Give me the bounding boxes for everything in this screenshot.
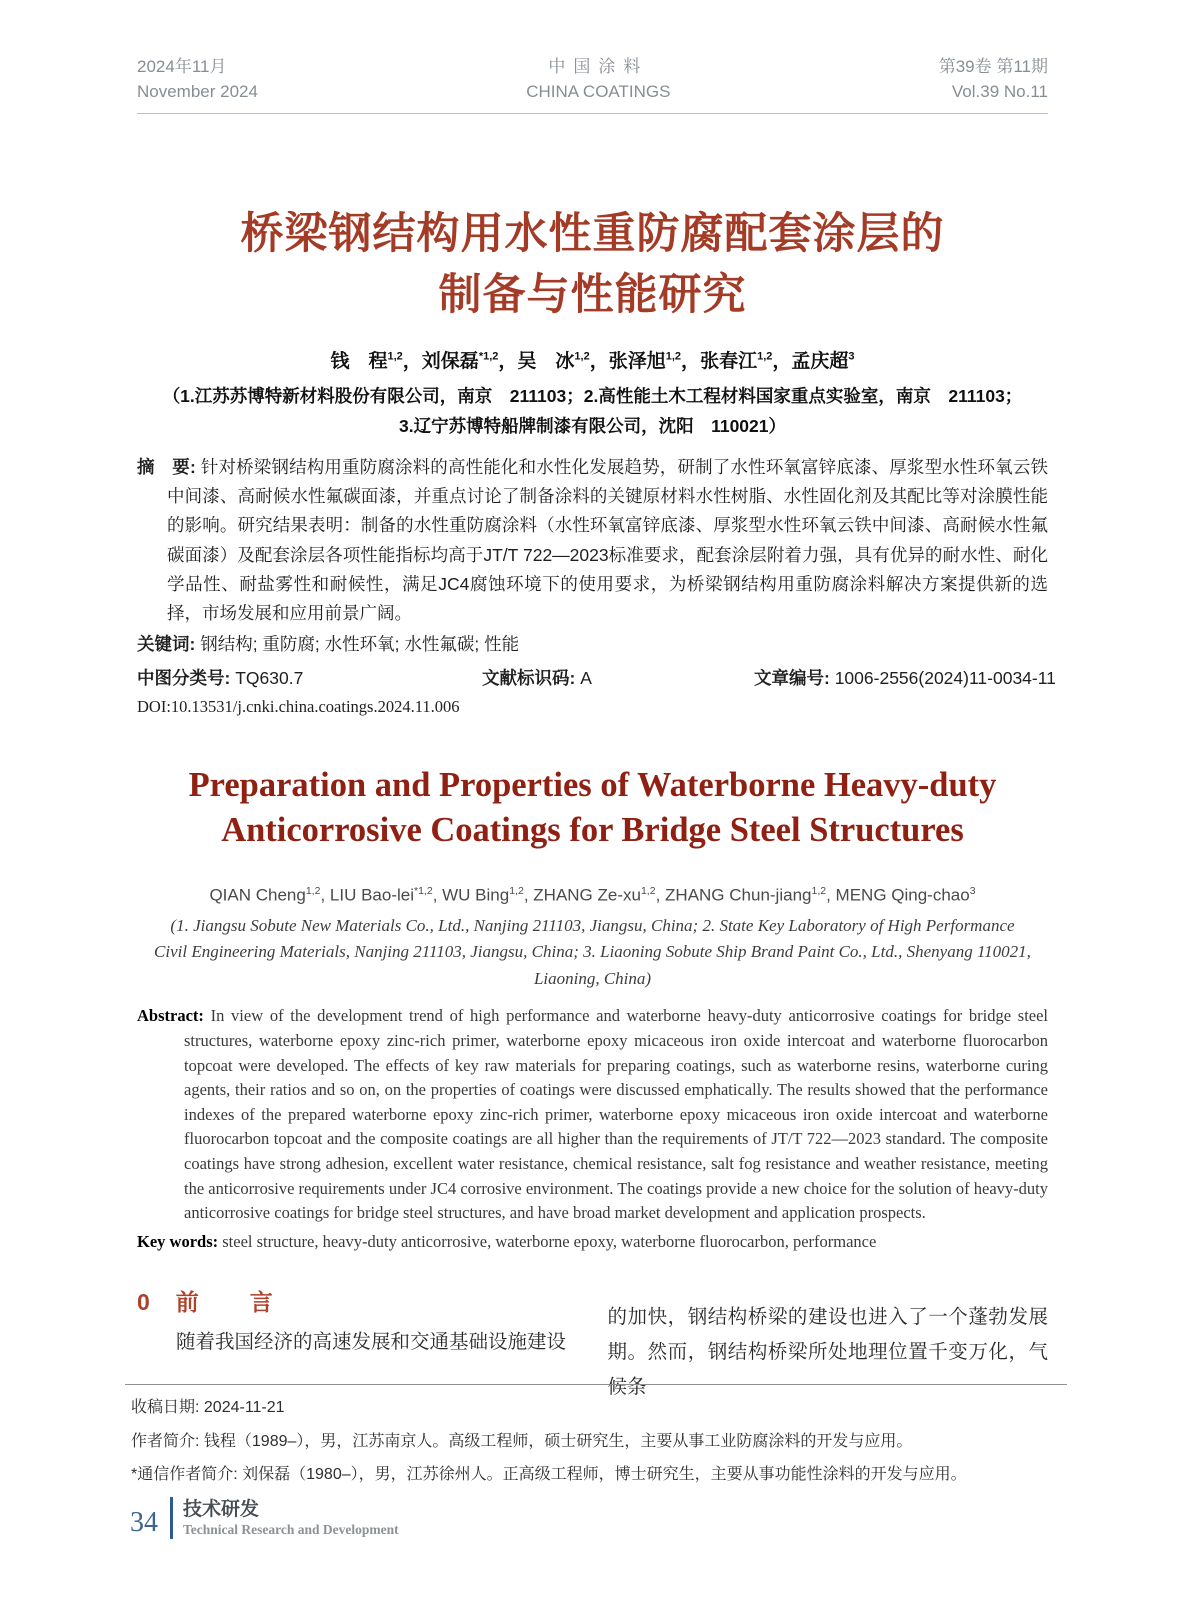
- section-0-title: 前 言: [175, 1289, 287, 1315]
- header-date: [137, 54, 258, 104]
- affiliation-cn-line2: 3.辽宁苏博特船牌制漆有限公司，沈阳 110021）: [398, 416, 787, 436]
- affiliation-en-line1: (1. Jiangsu Sobute New Materials Co., Ltd., Nanjing 211103, Jiangsu, China; 2. State Key Laboratory of High Performance: [170, 915, 1015, 935]
- footer-column-cn: 技术研发: [183, 1498, 260, 1520]
- page-footer: [130, 1497, 399, 1539]
- footer-column-info: [183, 1498, 399, 1539]
- keywords-cn-text: 钢结构; 重防腐; 水性环氧; 水性氟碳; 性能: [200, 634, 520, 655]
- header-date-cn: 2024年11月: [137, 57, 227, 76]
- section-0-paragraph-left: 随着我国经济的高速发展和交通基础设施建设: [176, 1332, 567, 1353]
- section-0-paragraph-right: 的加快，钢结构桥梁的建设也进入了一个蓬勃发展期。然而，钢结构桥梁所处地理位置千变万化，气候条: [607, 1307, 1048, 1398]
- footnote-corresponding-bio: *通信作者简介: 刘保磊（1980–），男，江苏徐州人。正高级工程师，博士研究生，主要从事功能性涂料的开发与应用。: [131, 1466, 967, 1483]
- page-content: [137, 54, 1056, 1254]
- authors-cn: 钱 程$^{1,2}$，刘保磊$^{*1,2}$，吴 冰$^{1,2}$，张泽旭$^{1,2}$，张春江$^{1,2}$，孟庆超$^3$: [330, 350, 855, 372]
- meta-doc-code-label: 文献标识码:: [482, 668, 581, 689]
- header-rule: [137, 113, 1048, 114]
- keywords-en-label: Key words:: [137, 1231, 219, 1251]
- meta-article-id-value: 1006-2556(2024)11-0034-11: [834, 668, 1056, 689]
- meta-row: [137, 665, 1056, 691]
- meta-clc-label: 中图分类号:: [137, 668, 236, 689]
- footnote-author-bio: 作者简介: 钱程（1989–），男，江苏南京人。高级工程师，硕士研究生，主要从事工业防腐涂料的开发与应用。: [131, 1432, 913, 1450]
- authors-en: QIAN Cheng$^{1,2}$, LIU Bao-lei$^{*1,2}$, WU Bing$^{1,2}$, ZHANG Ze-xu$^{1,2}$, ZHANG Chun-jiang$^{1,2}$, MENG Qing-chao$^3$: [209, 885, 976, 905]
- abstract-en: [137, 1004, 1048, 1225]
- journal-header: [137, 54, 1048, 104]
- article-title-en-line2: Anticorrosive Coatings for Bridge Steel Structures: [221, 811, 964, 850]
- footnote-block: [125, 1384, 1067, 1492]
- meta-clc-value: TQ630.7: [235, 668, 304, 689]
- header-journal-cn: 中国涂料: [548, 57, 649, 76]
- header-issue-en: Vol.39 No.11: [951, 82, 1048, 101]
- affiliation-cn-line1: （1.江苏苏博特新材料股份有限公司，南京 211103；2.高性能土木工程材料国家重点实验室，南京 211103；: [162, 386, 1023, 406]
- abstract-en-text: In view of the development trend of high performance and waterborne heavy-duty anticorrosive coatings for bridge steel structures, waterborne epoxy zinc-rich primer, waterborne epoxy micaceous iron oxide intercoat and waterborne fluorocarbon topcoat were developed. The effects of key raw materials for preparing coatings, such as waterborne resins, waterborne curing agents, their ratios and so on, on the properties of coatings were discussed emphatically. The results showed that the performance indexes of the prepared waterborne epoxy zinc-rich primer, waterborne epoxy micaceous iron oxide intercoat and waterborne fluorocarbon topcoat and the composite coatings are all higher than the requirements of JT/T 722—2023 standard. The composite coatings have strong adhesion, excellent water resistance, chemical resistance, salt fog resistance and weather resistance, meeting the anticorrosive requirements under JC4 corrosive environment. The coatings provide a new choice for the solution of heavy-duty anticorrosive coatings for bridge steel structures, and have broad market development and application prospects.: [184, 1006, 1049, 1223]
- article-title-cn: [137, 204, 1048, 326]
- article-title-cn-line1: 桥梁钢结构用水性重防腐配套涂层的: [240, 210, 945, 258]
- keywords-cn: [137, 630, 1048, 659]
- footnote-received-date: 收稿日期: 2024-11-21: [131, 1399, 285, 1416]
- affiliation-en-line2: Civil Engineering Materials, Nanjing 211103, Jiangsu, China; 3. Liaoning Sobute Ship Brand Paint Co., Ltd., Shenyang 110021,: [154, 942, 1031, 962]
- meta-article-id-label: 文章编号:: [754, 668, 835, 689]
- affiliations-en: [137, 913, 1048, 993]
- keywords-en-text: steel structure, heavy-duty anticorrosive, waterborne epoxy, waterborne fluorocarbon, performance: [222, 1231, 877, 1251]
- page-number: 34: [130, 1507, 158, 1538]
- abstract-cn-label: 摘 要:: [137, 457, 201, 477]
- section-0-number: 0: [137, 1289, 150, 1315]
- footer-column-en: Technical Research and Development: [183, 1521, 399, 1537]
- abstract-cn: [137, 453, 1048, 628]
- abstract-cn-text: 针对桥梁钢结构用重防腐涂料的高性能化和水性化发展趋势，研制了水性环氧富锌底漆、厚浆型水性环氧云铁中间漆、高耐候水性氟碳面漆，并重点讨论了制备涂料的关键原材料水性树脂、水性固化剂及其配比等对涂膜性能的影响。研究结果表明：制备的水性重防腐涂料（水性环氧富锌底漆、厚浆型水性环氧云铁中间漆、高耐候水性氟碳面漆）及配套涂层各项性能指标均高于JT/T 722—2023标准要求，配套涂层附着力强，具有优异的耐水性、耐化学品性、耐盐雾性和耐候性，满足JC4腐蚀环境下的使用要求，为桥梁钢结构用重防腐涂料解决方案提供新的选择，市场发展和应用前景广阔。: [167, 457, 1048, 624]
- article-title-cn-line2: 制备与性能研究: [438, 271, 747, 319]
- header-issue-cn: 第39卷 第11期: [938, 57, 1048, 76]
- affiliations-cn: [137, 381, 1048, 441]
- keywords-cn-label: 关键词:: [137, 634, 201, 655]
- meta-doc-code-value: A: [580, 668, 592, 689]
- section-0-heading: [137, 1287, 578, 1317]
- header-issue: [939, 54, 1048, 104]
- affiliation-en-line3: Liaoning, China): [533, 968, 652, 988]
- meta-clc: [137, 665, 482, 691]
- article-title-en-line1: Preparation and Properties of Waterborne Heavy-duty: [188, 766, 997, 805]
- footer-divider-bar: [170, 1497, 173, 1539]
- article-title-en: [137, 763, 1048, 853]
- header-date-en: November 2024: [137, 82, 258, 101]
- header-journal-name: [526, 54, 670, 104]
- abstract-en-label: Abstract:: [137, 1006, 204, 1026]
- meta-article-id: [754, 668, 1056, 688]
- meta-doc-code: [482, 665, 754, 691]
- footnote-rule: [125, 1384, 1067, 1385]
- doi: DOI:10.13531/j.cnki.china.coatings.2024.11.006: [137, 697, 460, 717]
- header-journal-en: CHINA COATINGS: [526, 82, 671, 101]
- keywords-en: [137, 1229, 1048, 1254]
